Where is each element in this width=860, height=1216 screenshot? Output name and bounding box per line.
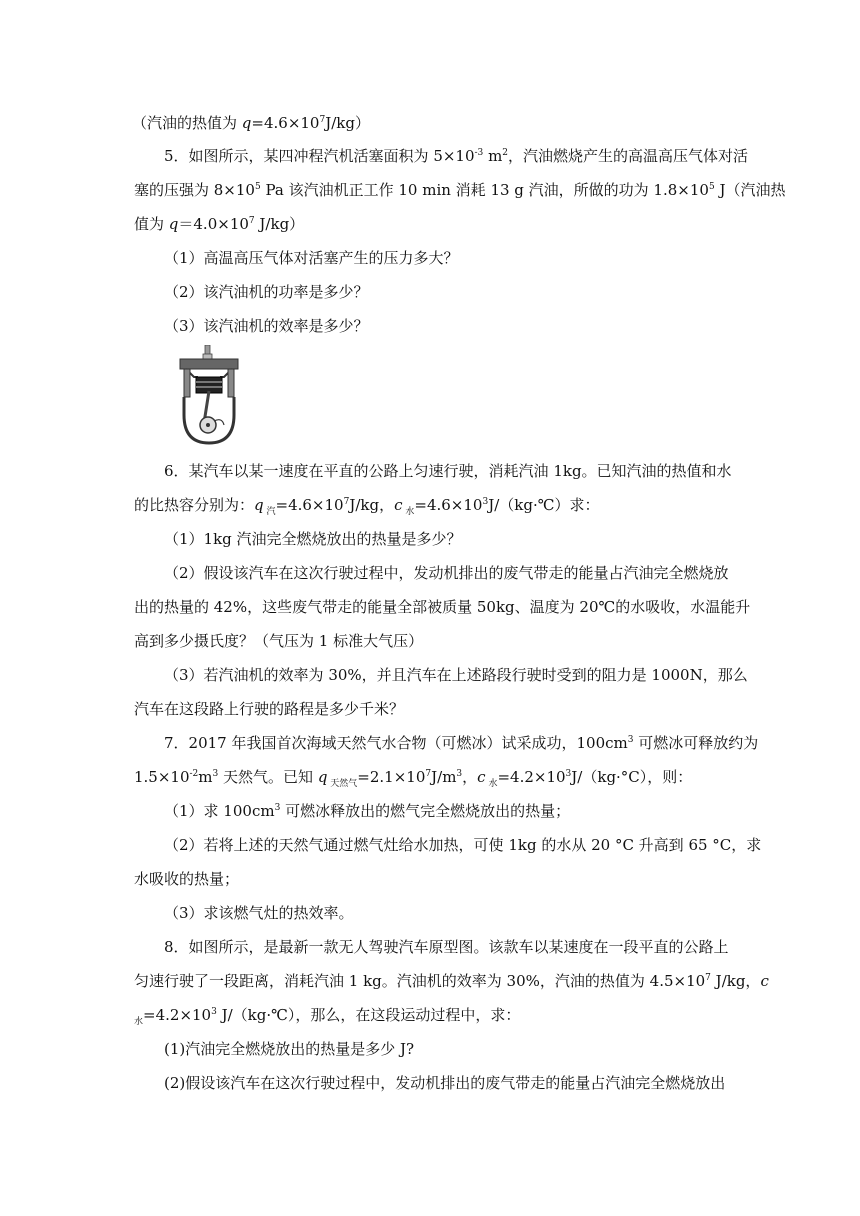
text: =4.6×10 — [414, 496, 483, 514]
q8-sub-2: (2)假设该汽车在这次行驶过程中，发动机排出的废气带走的能量占汽油完全燃烧放出 — [164, 1074, 726, 1092]
q7-line-2 — [134, 767, 692, 787]
text: J/（kg·°C），则： — [571, 768, 693, 786]
q8-sub-1: (1)汽油完全燃烧放出的热量是多少 J? — [164, 1040, 415, 1058]
var-q: q — [254, 496, 264, 514]
exponent: 5 — [708, 182, 715, 192]
text: 1.5×10 — [134, 768, 190, 786]
text: 5．如图所示，某四冲程汽机活塞面积为 5×10 — [164, 147, 475, 165]
text: =4.6×10 — [275, 496, 344, 514]
q5-sub-2: （2）该汽油机的功率是多少？ — [164, 283, 369, 301]
exponent: 3 — [482, 497, 489, 507]
subscript: 汽 — [263, 507, 276, 517]
exponent: 2 — [502, 148, 509, 158]
exponent: 3 — [456, 769, 463, 779]
text: 可燃冰释放出的燃气完全燃烧放出的热量； — [280, 802, 571, 820]
exponent: -2 — [189, 769, 199, 779]
prev-question-tail — [132, 113, 370, 133]
text: =4.6×10 — [251, 114, 320, 132]
exponent: 3 — [212, 769, 219, 779]
text: J/kg， — [710, 972, 761, 990]
var-c: c — [394, 496, 403, 514]
q6-sub-2-line-1: （2）假设该汽车在这次行驶过程中，发动机排出的废气带走的能量占汽油完全燃烧放 — [164, 564, 729, 582]
text: 可燃冰可释放约为 — [633, 734, 759, 752]
subscript: 天然气 — [327, 779, 358, 789]
text: 值为 — [134, 215, 169, 233]
var-c: c — [760, 972, 769, 990]
q8-line-1: 8．如图所示，是最新一款无人驾驶汽车原型图。该款车以某速度在一段平直的公路上 — [164, 938, 729, 956]
var-q: q — [168, 215, 179, 233]
exponent: 5 — [254, 182, 261, 192]
exponent: 7 — [248, 216, 255, 226]
text: ＝4.0×10 — [178, 215, 249, 233]
exponent: 7 — [425, 769, 432, 779]
subscript: 水 — [134, 1017, 144, 1027]
q7-sub-3: （3）求该燃气灶的热效率。 — [164, 904, 354, 922]
q5-line-1 — [164, 146, 748, 166]
text: ， — [462, 768, 478, 786]
q8-line-2 — [134, 971, 769, 991]
text: J/kg） — [325, 114, 370, 132]
text: 塞的压强为 8×10 — [134, 181, 255, 199]
text: m — [483, 147, 503, 165]
q6-line-2 — [134, 495, 600, 515]
var-q: q — [241, 114, 252, 132]
text: 天然气。已知 — [218, 768, 318, 786]
q5-sub-1: （1）高温高压气体对活塞产生的压力多大？ — [164, 249, 459, 267]
exponent: 3 — [565, 769, 572, 779]
q7-sub-1 — [164, 801, 570, 821]
q5-line-2 — [134, 180, 785, 200]
text: （1）求 100cm — [164, 802, 275, 820]
q5-sub-3: （3）该汽油机的效率是多少？ — [164, 317, 369, 335]
text: ，汽油燃烧产生的高温高压气体对活 — [508, 147, 749, 165]
text: =2.1×10 — [357, 768, 426, 786]
text: （汽油的热值为 — [132, 114, 242, 132]
text: J/（kg·℃），那么，在这段运动过程中，求： — [216, 1006, 521, 1024]
text: 7．2017 年我国首次海域天然气水合物（可燃冰）试采成功，100cm — [164, 734, 628, 752]
q7-sub-2-line-1: （2）若将上述的天然气通过燃气灶给水加热，可使 1kg 的水从 20 °C 升高到 65 °C，求 — [164, 836, 762, 854]
text: J/kg） — [254, 215, 305, 233]
text: 的比热容分别为： — [134, 496, 255, 514]
engine-cylinder-drawing — [178, 345, 240, 445]
text: =4.2×10 — [143, 1006, 212, 1024]
subscript: 水 — [485, 779, 498, 789]
q5-line-3 — [134, 214, 304, 234]
q6-line-1: 6．某汽车以某一速度在平直的公路上匀速行驶，消耗汽油 1kg。已知汽油的热值和水 — [164, 462, 732, 480]
q6-sub-3-line-1: （3）若汽油机的效率为 30%，并且汽车在上述路段行驶时受到的阻力是 1000N，那么 — [164, 666, 748, 684]
q8-line-3 — [134, 1005, 520, 1025]
text: J/kg， — [349, 496, 395, 514]
text: Pa 该汽油机正工作 10 min 消耗 13 g 汽油，所做的功为 1.8×10 — [260, 181, 709, 199]
q6-sub-2-line-3: 高到多少摄氏度？（气压为 1 标准大气压） — [134, 632, 424, 650]
text: m — [198, 768, 213, 786]
var-q: q — [317, 768, 328, 786]
text: J/（kg·℃）求： — [488, 496, 600, 514]
q7-sub-2-line-2: 水吸收的热量； — [134, 870, 240, 888]
exponent: -3 — [474, 148, 484, 158]
var-c: c — [477, 768, 486, 786]
engine-cylinder-figure — [178, 345, 240, 445]
exponent: 7 — [705, 973, 711, 983]
exponent: 3 — [211, 1007, 217, 1017]
text: 匀速行驶了一段距离，消耗汽油 1 kg。汽油机的效率为 30%，汽油的热值为 4.5×10 — [134, 972, 706, 990]
q6-sub-3-line-2: 汽车在这段路上行驶的路程是多少千米？ — [134, 700, 405, 718]
q6-sub-2-line-2: 出的热量的 42%，这些废气带走的能量全部被质量 50kg、温度为 20℃的水吸收，水温能升 — [134, 598, 751, 616]
exponent: 3 — [274, 803, 281, 813]
text: J（汽油热 — [714, 181, 786, 199]
text: J/m — [431, 768, 457, 786]
exponent: 3 — [627, 735, 634, 745]
subscript: 水 — [402, 507, 415, 517]
exponent: 7 — [319, 115, 326, 125]
q6-sub-1: （1）1kg 汽油完全燃烧放出的热量是多少？ — [164, 530, 462, 548]
text: =4.2×10 — [497, 768, 566, 786]
q7-line-1 — [164, 733, 758, 753]
exponent: 7 — [343, 497, 350, 507]
